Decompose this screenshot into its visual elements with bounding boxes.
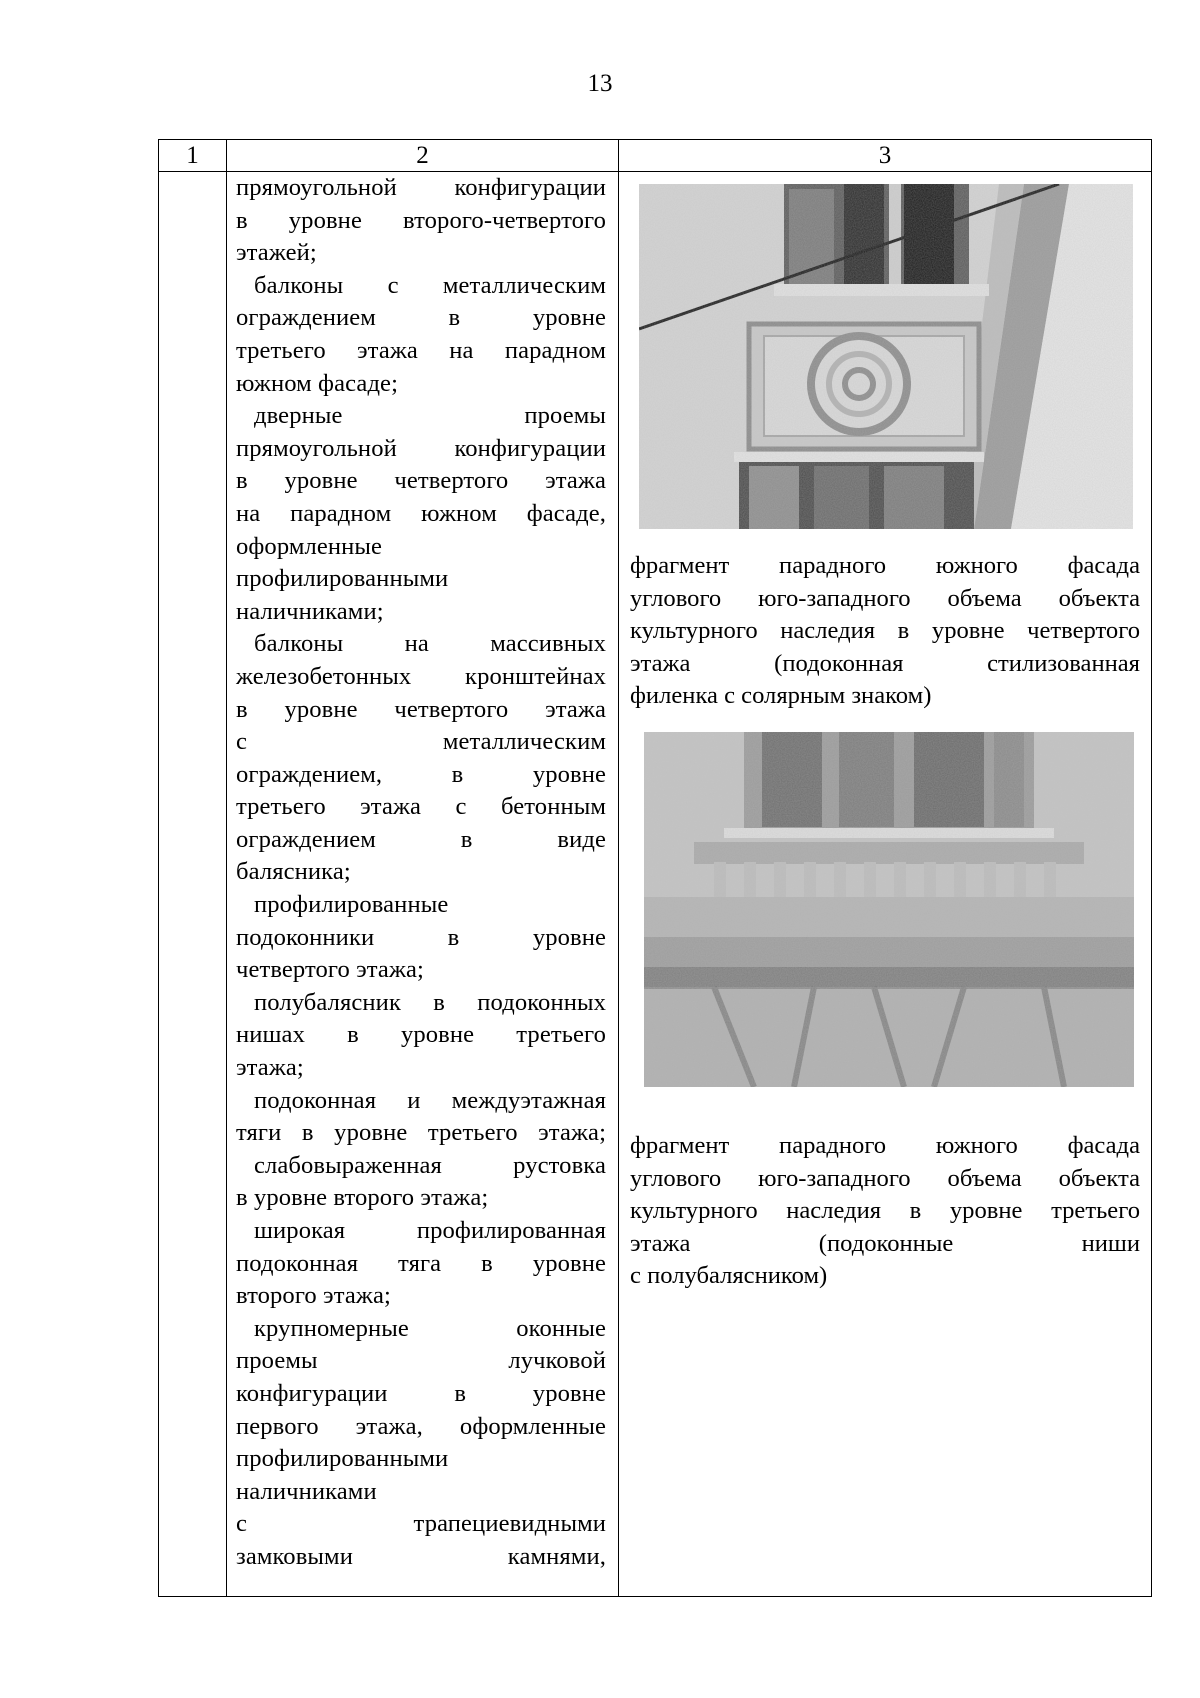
features-text-line: замковыми камнями,: [236, 1542, 606, 1570]
features-text-line: дверные проемы: [254, 402, 606, 430]
features-text-line: в уровне второго-четвертого: [236, 206, 606, 234]
caption-line: культурного наследия в уровне четвертого: [630, 617, 1140, 645]
features-text-line: южном фасаде;: [236, 369, 398, 397]
features-text-line: прямоугольной конфигурации: [236, 174, 606, 201]
features-text-line: подоконники в уровне: [236, 923, 606, 951]
photo-1-caption: [630, 550, 1140, 713]
features-text-line: третьего этажа на парадном: [236, 336, 606, 364]
features-text-line: в уровне четвертого этажа: [236, 695, 606, 723]
features-text-line: наличниками;: [236, 597, 384, 625]
caption-line: фрагмент парадного южного фасада: [630, 1132, 1140, 1159]
features-text-line: ограждением в виде: [236, 825, 606, 853]
features-text-line: наличниками: [236, 1477, 377, 1505]
features-text-line: в уровне четвертого этажа: [236, 467, 606, 495]
caption-line: этажа (подоконная стилизованная: [630, 649, 1140, 677]
features-text-line: на парадном южном фасаде,: [236, 499, 606, 527]
features-text-line: крупномерные оконные: [254, 1314, 606, 1342]
features-text-line: ограждением, в уровне: [236, 760, 606, 788]
caption-line: с полубалясником): [630, 1262, 828, 1290]
facade-solar-panel-photo: [639, 184, 1133, 529]
features-text-line: оформленные: [236, 532, 383, 560]
features-text-line: балясника;: [236, 858, 351, 886]
facade-window-niches-photo: [644, 732, 1134, 1087]
table-row: [159, 172, 1152, 1597]
header-col-1: 1: [159, 140, 227, 172]
col-2-cell: [227, 172, 619, 1597]
photo-2-caption: [630, 1130, 1140, 1293]
features-text-line: ограждением в уровне: [236, 304, 606, 332]
col-3-cell: [619, 172, 1152, 1597]
features-text-line: профилированные: [254, 891, 449, 919]
features-text-line: конфигурации в уровне: [236, 1379, 606, 1407]
caption-line: фрагмент парадного южного фасада: [630, 552, 1140, 579]
features-text-line: нишах в уровне третьего: [236, 1021, 606, 1049]
features-text-line: с металлическим: [236, 728, 606, 756]
page-number: 13: [587, 70, 613, 97]
features-text: [236, 172, 606, 1574]
header-col-2: 2: [227, 140, 619, 172]
col-1-cell: [159, 172, 227, 1597]
caption-line: углового юго-западного объема объекта: [630, 1164, 1140, 1192]
features-text-line: прямоугольной конфигурации: [236, 434, 606, 462]
caption-line: этажа (подоконные ниши: [630, 1229, 1140, 1257]
heritage-table: [158, 139, 1152, 1597]
caption-line: углового юго-западного объема объекта: [630, 584, 1140, 612]
features-text-line: первого этажа, оформленные: [236, 1412, 606, 1440]
features-text-line: подоконная и междуэтажная: [254, 1086, 606, 1114]
features-text-line: балконы с металлическим: [254, 271, 606, 299]
features-text-line: балконы на массивных: [254, 630, 606, 658]
features-text-line: в уровне второго этажа;: [236, 1184, 489, 1212]
features-text-line: профилированными: [236, 565, 449, 593]
features-text-line: четвертого этажа;: [236, 956, 424, 984]
caption-line: культурного наследия в уровне третьего: [630, 1197, 1140, 1225]
features-text-line: второго этажа;: [236, 1282, 391, 1310]
caption-line: филенка с солярным знаком): [630, 682, 932, 710]
features-text-line: полубалясник в подоконных: [254, 988, 606, 1016]
features-text-line: железобетонных кронштейнах: [236, 662, 606, 690]
features-text-line: тяги в уровне третьего этажа;: [236, 1119, 606, 1147]
features-text-line: третьего этажа с бетонным: [236, 793, 606, 821]
features-text-line: широкая профилированная: [254, 1217, 606, 1244]
features-text-line: профилированными: [236, 1445, 449, 1473]
features-text-line: этажа;: [236, 1054, 304, 1082]
features-text-line: слабовыраженная рустовка: [254, 1151, 606, 1179]
table-header-row: [159, 140, 1152, 172]
features-text-line: этажей;: [236, 239, 317, 267]
features-text-line: проемы лучковой: [236, 1347, 606, 1375]
features-text-line: с трапециевидными: [236, 1510, 606, 1538]
features-text-line: подоконная тяга в уровне: [236, 1249, 606, 1277]
header-col-3: 3: [619, 140, 1152, 172]
